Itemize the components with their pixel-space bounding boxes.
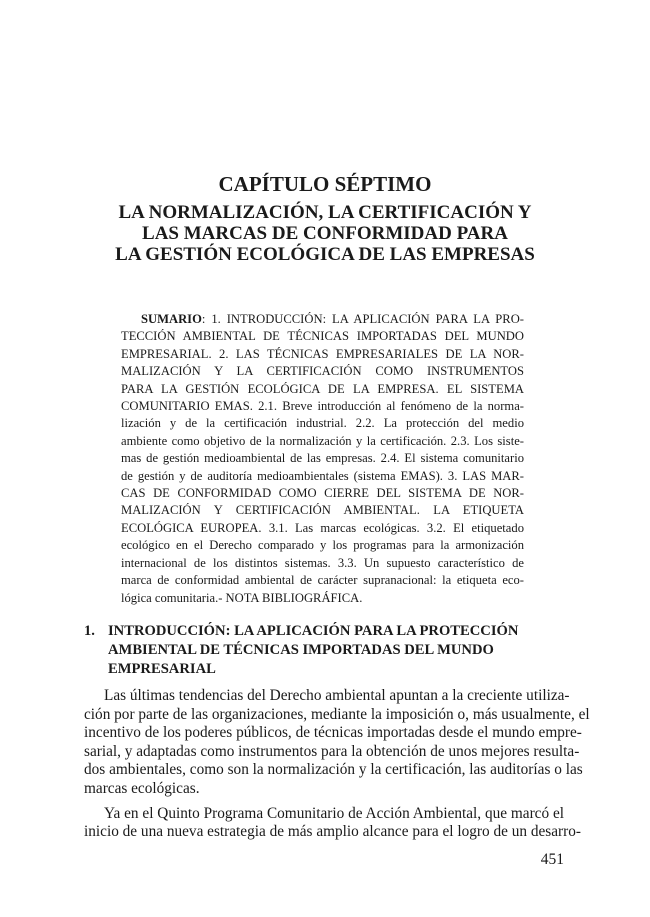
section-title-line: AMBIENTAL DE TÉCNICAS IMPORTADAS DEL MUNDO bbox=[108, 642, 494, 658]
chapter-label: CAPÍTULO SÉPTIMO bbox=[218, 172, 432, 196]
chapter-title-line: LAS MARCAS DE CONFORMIDAD PARA bbox=[142, 223, 508, 244]
summary-line: CAS DE CONFORMIDAD COMO CIERRE DEL SISTEMA DE NOR- bbox=[121, 486, 524, 501]
summary-line bbox=[121, 311, 524, 328]
summary-line: MALIZACIÓN Y CERTIFICACIÓN AMBIENTAL. LA ETIQUETA bbox=[121, 503, 524, 518]
summary-label: SUMARIO bbox=[141, 312, 202, 326]
summary-line: mas de gestión medioambiental de las empresas. 2.4. El sistema comunitario bbox=[121, 451, 524, 466]
chapter-title bbox=[60, 202, 590, 265]
paragraph-line: Las últimas tendencias del Derecho ambiental apuntan a la creciente utiliza- bbox=[104, 687, 570, 704]
summary-line: PARA LA GESTIÓN ECOLÓGICA DE LA EMPRESA. EL SISTEMA bbox=[121, 381, 524, 396]
summary-line: COMUNITARIO EMAS. 2.1. Breve introducción al fenómeno de la norma- bbox=[121, 399, 524, 414]
summary-line: lógica comunitaria.- NOTA BIBLIOGRÁFICA. bbox=[121, 590, 363, 605]
section-title-line: EMPRESARIAL bbox=[108, 661, 216, 677]
paragraph-line: incentivo de los poderes públicos, de técnicas importadas desde el mundo empre- bbox=[84, 724, 582, 742]
summary-line: ECOLÓGICA EUROPEA. 3.1. Las marcas ecológicas. 3.2. El etiquetado bbox=[121, 520, 524, 535]
summary-line: TECCIÓN AMBIENTAL DE TÉCNICAS IMPORTADAS DEL MUNDO bbox=[121, 329, 524, 344]
paragraph bbox=[84, 804, 581, 842]
summary-line: marca de conformidad ambiental de carácter supranacional: la etiqueta eco- bbox=[121, 573, 524, 588]
chapter-summary bbox=[121, 311, 524, 607]
summary-text: : 1. INTRODUCCIÓN: LA APLICACIÓN PARA LA PRO- bbox=[201, 312, 524, 326]
chapter-title-line: LA GESTIÓN ECOLÓGICA DE LAS EMPRESAS bbox=[115, 244, 535, 265]
paragraph-line: Ya en el Quinto Programa Comunitario de Acción Ambiental, que marcó el bbox=[104, 804, 564, 822]
summary-line: de gestión y de auditoría medioambientales (sistema EMAS). 3. LAS MAR- bbox=[121, 468, 524, 483]
section-heading bbox=[84, 622, 544, 679]
summary-line: EMPRESARIAL. 2. LAS TÉCNICAS EMPRESARIALES DE LA NOR- bbox=[121, 346, 524, 361]
summary-line: lización y de la certificación industrial. 2.2. La protección del medio bbox=[121, 416, 524, 431]
summary-line: ecológico en el Derecho comparado y los programas para la armonización bbox=[121, 538, 524, 553]
paragraph-line: sarial, y adaptadas como instrumentos para la obtención de unos mejores resulta- bbox=[84, 742, 580, 760]
summary-line: MALIZACIÓN Y LA CERTIFICACIÓN COMO INSTRUMENTOS bbox=[121, 364, 524, 379]
paragraph-line: ción por parte de las organizaciones, mediante la imposición o, más usualmente, el bbox=[84, 705, 590, 723]
paragraph bbox=[84, 687, 590, 799]
summary-line: internacional de los distintos sistemas. 3.3. Un supuesto característico de bbox=[121, 555, 524, 570]
paragraph-line: marcas ecológicas. bbox=[84, 779, 200, 797]
section-number: 1. bbox=[84, 623, 95, 639]
section-title-line: INTRODUCCIÓN: LA APLICACIÓN PARA LA PROTECCIÓN bbox=[108, 623, 519, 639]
body-text bbox=[84, 687, 590, 848]
summary-line: ambiente como objetivo de la normalización y la certificación. 2.3. Los siste- bbox=[121, 433, 524, 448]
paragraph-line: dos ambientales, como son la normalización y la certificación, las auditorías o las bbox=[84, 761, 583, 779]
chapter-title-line: LA NORMALIZACIÓN, LA CERTIFICACIÓN Y bbox=[118, 202, 532, 223]
paragraph-line: inicio de una nueva estrategia de más amplio alcance para el logro de un desarro- bbox=[84, 823, 581, 841]
page-number: 451 bbox=[540, 851, 564, 868]
